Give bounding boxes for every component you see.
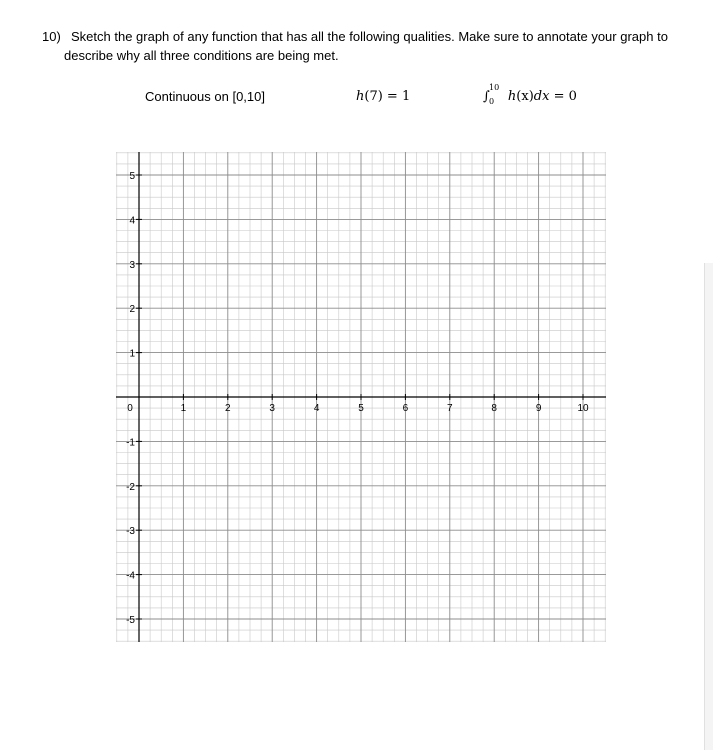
- condition-continuous: Continuous on [0,10]: [145, 89, 265, 104]
- integrand-argument: (x): [516, 89, 534, 104]
- x-tick-label: 2: [225, 403, 231, 414]
- integral-sign-icon: ∫: [483, 89, 490, 104]
- x-tick-label: 5: [358, 403, 364, 414]
- x-tick-label: 7: [447, 403, 453, 414]
- x-tick-label: 1: [180, 403, 187, 414]
- y-tick-label: -5: [126, 615, 135, 626]
- x-tick-label: 9: [535, 403, 542, 414]
- vertical-scrollbar[interactable]: [704, 263, 713, 750]
- integral-upper-limit: 10: [489, 83, 500, 92]
- y-tick-label: 5: [129, 171, 135, 182]
- y-tick-labels: [126, 171, 142, 626]
- y-tick-label: 1: [129, 348, 135, 360]
- integral-lower-limit: 0: [489, 97, 495, 106]
- integral-differential: dx: [533, 89, 550, 104]
- y-tick-label: 2: [129, 304, 135, 316]
- x-tick-label: 10: [577, 403, 589, 414]
- y-tick-label: -2: [126, 481, 135, 493]
- y-tick-label: 4: [129, 215, 135, 227]
- x-tick-label: 8: [491, 403, 497, 414]
- integrand-function-name: h: [507, 89, 517, 104]
- x-tick-label: 6: [402, 403, 409, 414]
- question-line-2: describe why all three conditions are being met.: [64, 48, 339, 63]
- y-tick-label: -1: [126, 437, 135, 449]
- x-tick-label: 3: [269, 403, 275, 414]
- question-number: 10): [42, 29, 61, 44]
- point-function-name: h: [356, 89, 365, 104]
- x-tick-label: 0: [127, 403, 133, 414]
- point-argument: (7): [364, 89, 383, 104]
- integral-equals-value: = 0: [549, 89, 577, 104]
- point-equals-value: = 1: [382, 89, 411, 104]
- y-tick-label: -3: [126, 526, 135, 538]
- x-tick-label: 4: [313, 403, 320, 414]
- y-tick-label: -4: [126, 570, 135, 582]
- y-tick-label: 3: [129, 259, 135, 271]
- question-line-1: Sketch the graph of any function that has all the following qualities. Make sure to annotate your graph to: [71, 29, 668, 44]
